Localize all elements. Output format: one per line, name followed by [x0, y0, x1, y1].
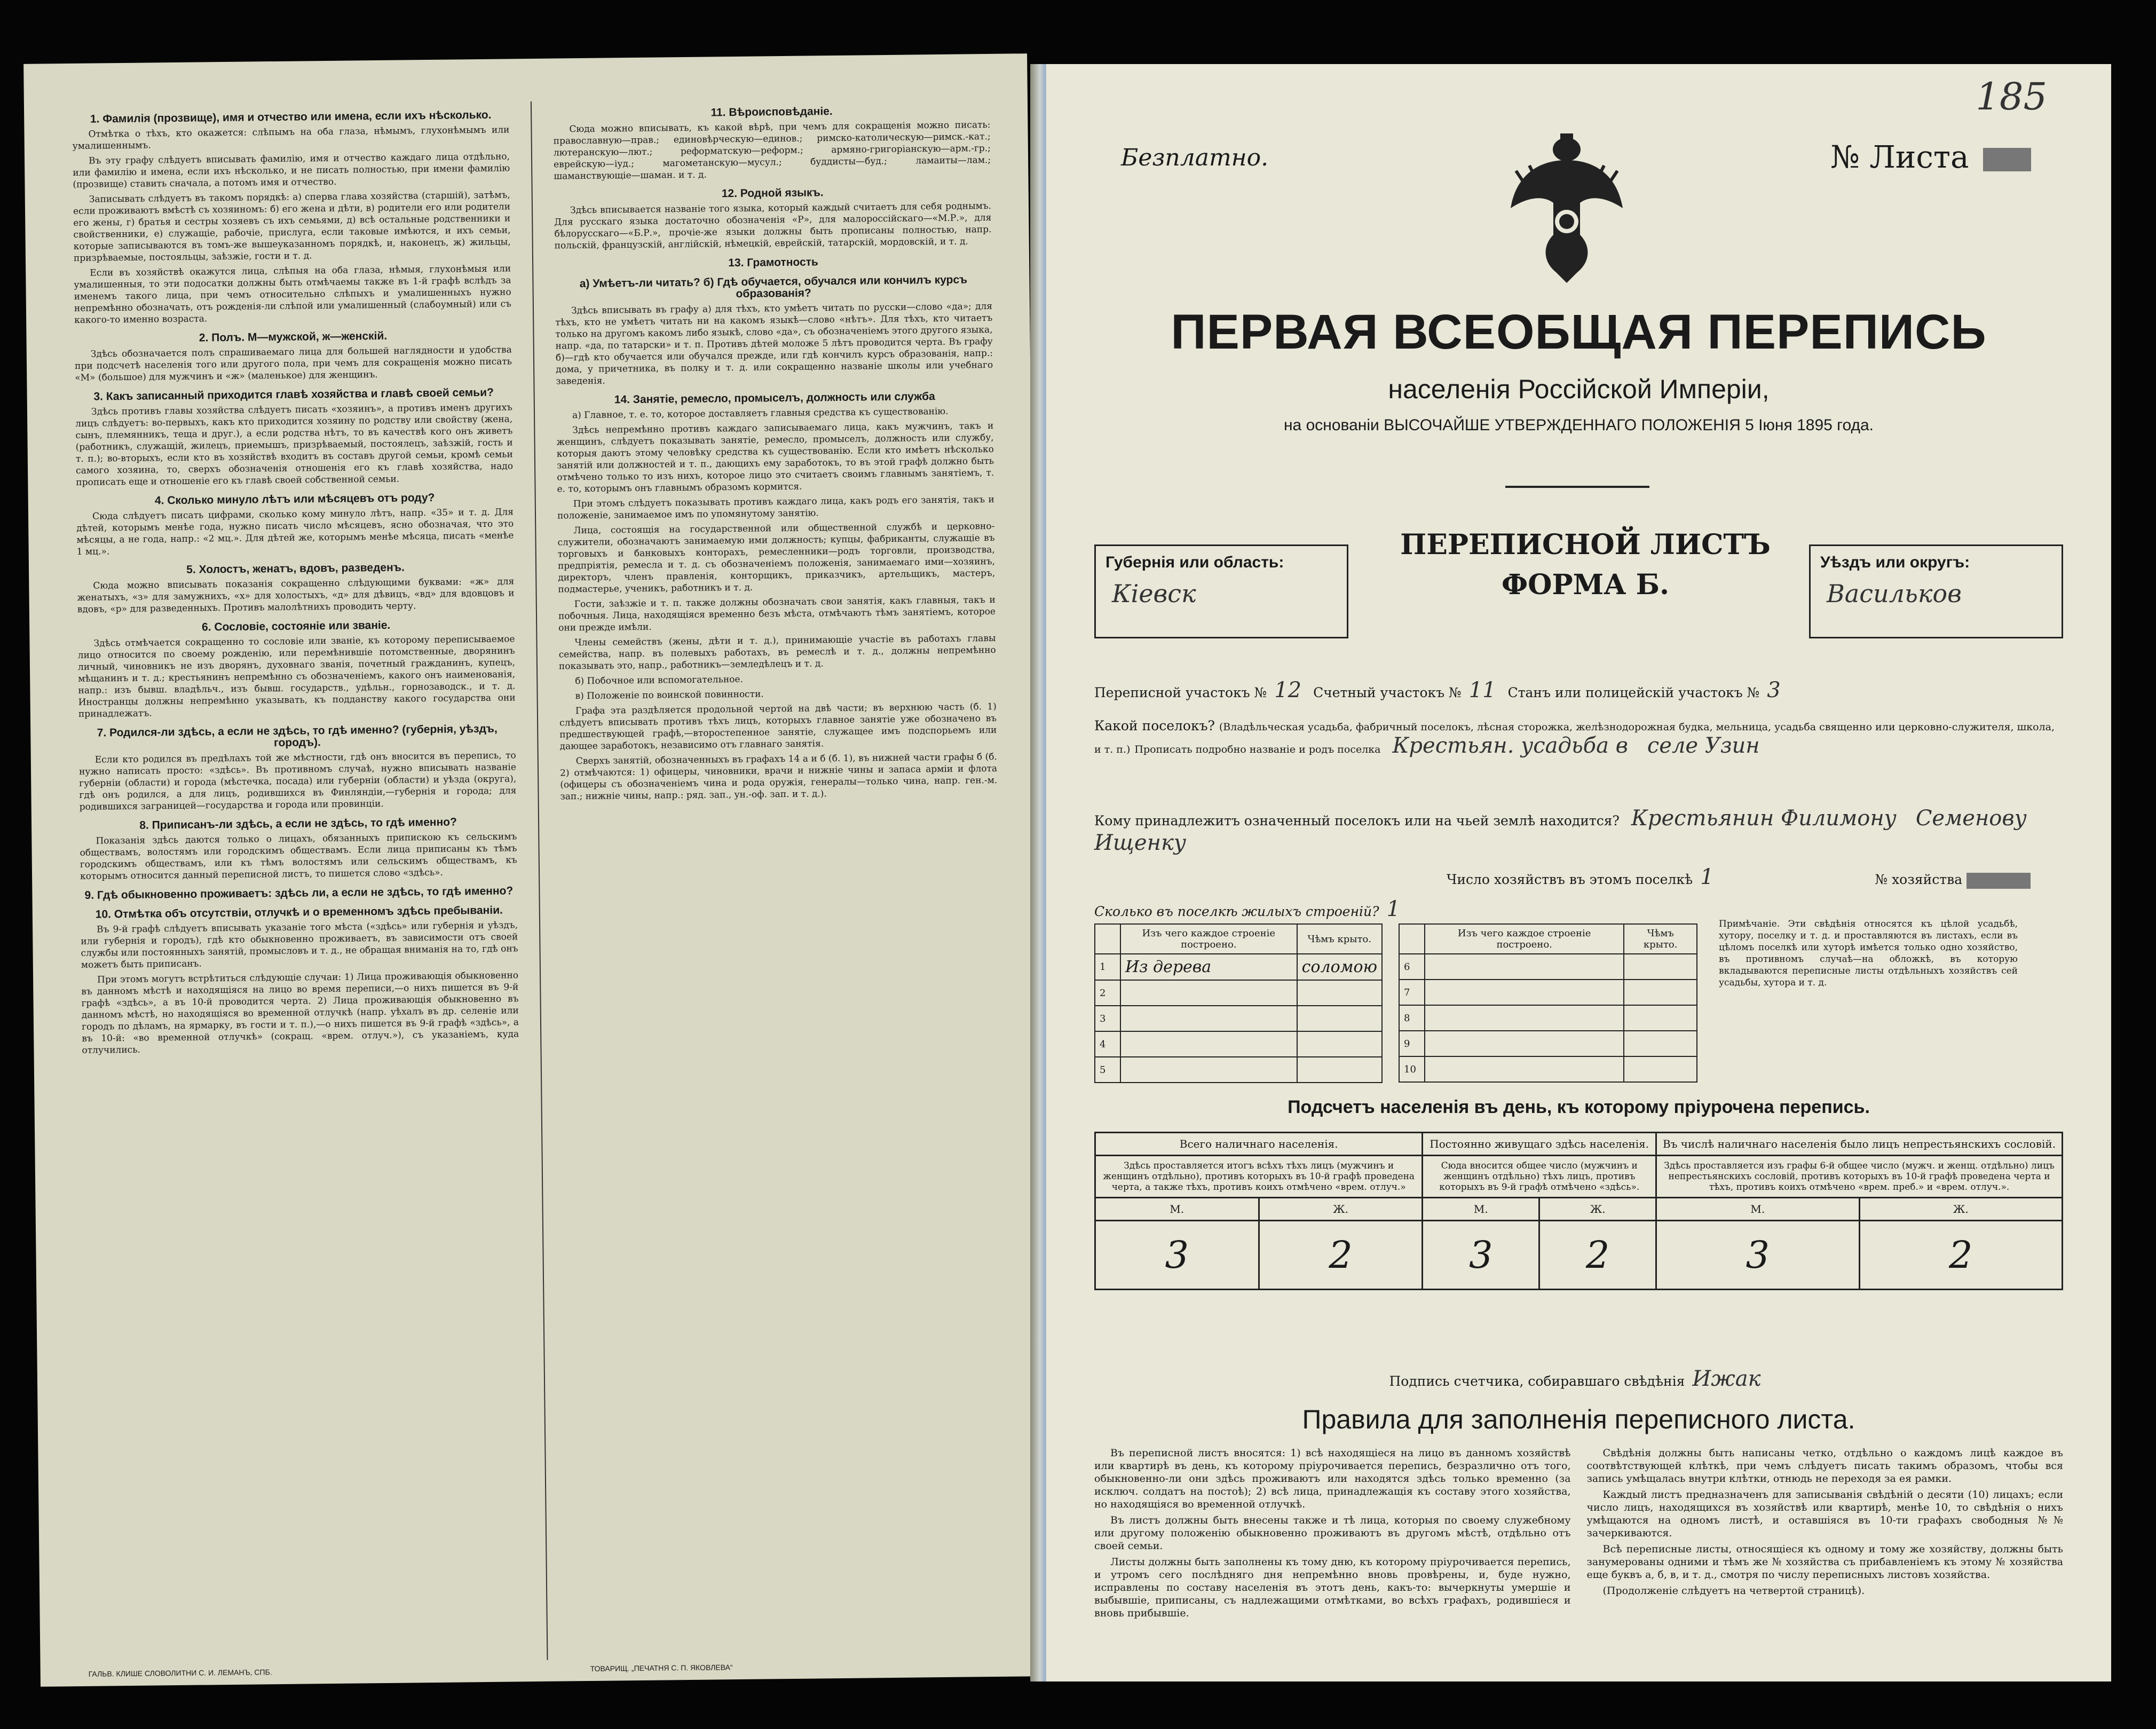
imperial-eagle-icon — [1505, 128, 1628, 288]
building-material — [1120, 980, 1297, 1006]
instruction-heading: 5. Холостъ, женатъ, вдовъ, разведенъ. — [186, 561, 405, 576]
owner-label: Кому принадлежитъ означенный поселокъ или на чьей землѣ находится? — [1094, 813, 1620, 828]
count-desc-total: Здѣсь проставляется итогъ всѣхъ тѣхъ лицъ (мужчинъ и женщинъ отдѣльно), противъ которыхъ въ 10-й графѣ проведена черта, а также тѣхъ, противъ коихъ отмѣчено «врем. отлуч.» — [1095, 1156, 1423, 1198]
count-label: Счетный участокъ № — [1313, 685, 1462, 700]
form-type-subtitle: ФОРМА Б. — [1501, 569, 1670, 601]
building-material — [1120, 1031, 1297, 1057]
buildings-value: 1 — [1386, 897, 1401, 921]
building-row — [1399, 1005, 1697, 1031]
bt-head-material: Изъ чего каждое строеніе построено. — [1120, 924, 1297, 954]
district-label: Переписной участокъ № — [1094, 685, 1267, 700]
instruction-paragraph: Члены семействъ (жены, дѣти и т. д.), принимающіе участіе въ работахъ главы семейства, напр. въ полевыхъ работахъ, въ ремеслѣ и т. д., должны непремѣнно показывать это, напр., работникъ—земледѣлецъ и т. д. — [558, 633, 996, 672]
instruction-heading: 7. Родился-ли здѣсь, а если не здѣсь, то гдѣ именно? (губернія, уѣздъ, городъ). — [97, 722, 497, 749]
instruction-paragraph: Сюда слѣдуетъ писать цифрами, сколько кому минуло лѣтъ, напр. «35» и т. д. Для дѣтей, которымъ менѣе года, нужно писать число мѣсяцевъ, ясно обозначая, что это мѣсяцы, а не года, напр.: «2 мц.». Для дѣтей же, которымъ менѣе мѣсяца, писать «менѣе 1 мц.». — [76, 507, 514, 557]
gubernia-value: Кіевск — [1112, 579, 1196, 608]
households-label: Число хозяйствъ въ этомъ поселкѣ — [1447, 872, 1693, 887]
settlement-label: Какой поселокъ? — [1094, 718, 1215, 733]
instruction-paragraph: Здѣсь обозначается полъ спрашиваемаго лица для большей наглядности и удобства при подсчетѣ населенія того или другого пола, при чемъ для сокращенія можно писать «М» (большое) для мужчинъ и «ж» (маленькое) для женщинъ. — [74, 344, 512, 383]
owner-line — [1094, 806, 2055, 855]
instruction-paragraph: Здѣсь отмѣчается сокращенно то сословіе или званіе, къ которому переписываемое лицо относится по своему рожденію, или перемѣнившіе потомственные, дворянинъ личный, чиновникъ не изъ дворянъ, духовнаго званія, почетный гражданинъ, купецъ, мѣщанинъ и т. д.; крестьянинъ непремѣнно съ обозначеніемъ, какого онъ наименованія, напр.: изъ бывш. владѣльч., изъ бывш. государств., удѣльн., горнозаводск., и т. д. Иностранцы должны непремѣнно указывать, къ подданству какого государства они принадлежатъ. — [77, 634, 516, 720]
instruction-paragraph: Отмѣтка о тѣхъ, кто окажется: слѣпымъ на оба глаза, нѣмымъ, глухонѣмымъ или умалишеннымъ. — [72, 124, 510, 152]
instruction-heading: 4. Сколько минуло лѣтъ или мѣсяцевъ отъ роду? — [154, 491, 435, 507]
household-no-redacted — [1967, 873, 2031, 889]
instruction-heading: 14. Занятіе, ремесло, промыселъ, должность или служба — [614, 390, 935, 406]
building-material — [1425, 954, 1624, 980]
total-female: 2 — [1259, 1221, 1423, 1290]
m-label: М. — [1423, 1198, 1539, 1221]
instruction-heading: 6. Сословіе, состояніе или званіе. — [201, 619, 391, 634]
instruction-paragraph: а) Главное, т. е. то, которое доставляетъ главныя средства къ существованію. — [572, 406, 949, 421]
m-label: М. — [1095, 1198, 1259, 1221]
building-row-number: 10 — [1399, 1056, 1425, 1082]
instruction-heading: 8. Приписанъ-ли здѣсь, а если не здѣсь, то гдѣ именно? — [139, 816, 457, 832]
f-label: Ж. — [1539, 1198, 1656, 1221]
building-row-number: 8 — [1399, 1005, 1425, 1031]
form-type-title: ПЕРЕПИСНОЙ ЛИСТЪ — [1400, 528, 1771, 561]
building-row-number: 7 — [1399, 980, 1425, 1005]
rules-column-1 — [1094, 1447, 1571, 1660]
building-row-number: 6 — [1399, 954, 1425, 980]
form-basis: на основаніи ВЫСОЧАЙШЕ УТВЕРЖДЕННАГО ПОЛОЖЕНІЯ 5 Іюня 1895 года. — [1283, 416, 1874, 434]
form-type — [1393, 528, 1778, 601]
instruction-paragraph: в) Положеніе по воинской повинности. — [575, 689, 764, 702]
building-material — [1425, 1005, 1624, 1031]
f-label: Ж. — [1859, 1198, 2062, 1221]
count-value: 11 — [1468, 678, 1496, 702]
left-page-instructions — [23, 53, 1044, 1687]
instruction-heading: 1. Фамилія (прозвище), имя и отчество или имена, если ихъ нѣсколько. — [90, 108, 492, 125]
buildings-label: Сколько въ поселкѣ жилыхъ строеній? — [1094, 904, 1379, 919]
form-title: ПЕРВАЯ ВСЕОБЩАЯ ПЕРЕПИСЬ — [1171, 305, 1987, 359]
rules-column-2 — [1587, 1447, 2064, 1660]
right-page-census-form — [1046, 64, 2111, 1681]
building-roof: соломою — [1297, 954, 1382, 980]
building-roof — [1624, 1005, 1697, 1031]
building-material — [1425, 980, 1624, 1005]
bt-head-roof: Чѣмъ крыто. — [1297, 924, 1382, 954]
free-label: Безплатно. — [1121, 144, 1269, 171]
rule-paragraph: Свѣдѣнія должны быть написаны четко, отдѣльно о каждомъ лицѣ каждое въ соотвѣтствующей клѣткѣ, при чемъ слѣдуетъ писать такимъ образомъ, чтобы вся запись умѣщалась внутри клѣтки, отнюдь не переходя за ея рамки. — [1586, 1447, 2063, 1485]
building-roof — [1624, 1056, 1697, 1082]
building-row — [1399, 1056, 1697, 1082]
building-material — [1120, 1057, 1297, 1083]
building-row — [1095, 980, 1382, 1006]
imprint-left: ГАЛЬВ. КЛИШЕ СЛОВОЛИТНИ С. И. ЛЕМАНЪ, СПБ. — [88, 1668, 272, 1678]
signature-line — [1094, 1367, 2063, 1391]
building-material — [1120, 1006, 1297, 1031]
rules-heading: Правила для заполненія переписного листа. — [1302, 1404, 1855, 1434]
count-head-nonpeasant: Въ числѣ наличнаго населенія было лицъ непрестьянскихъ сословій. — [1656, 1133, 2063, 1156]
uezd-box — [1809, 544, 2063, 638]
rule-paragraph: Каждый листъ предназначенъ для записыванія свѣдѣній о десяти (10) лицахъ; если число лицъ, находящихся въ хозяйствѣ или квартирѣ, менѣе 10, то свѣдѣнія о нихъ умѣщаются на одномъ листѣ, и оставшіяся въ 10-ти графахъ свободныя №№ зачеркиваются. — [1586, 1489, 2063, 1539]
instruction-paragraph: Здѣсь вписывается названіе того языка, который каждый считаетъ для себя роднымъ. Для русскаго языка достаточно обозначенія «Р», для малороссійскаго—«М.Р.», для бѣлорусскаго—«Б.Р.», прочіе-же языки должны быть прописаны полностью, напр. польскій, французскій, англійскій, нѣмецкій, еврейскій, татарскій, мордовскій, и т. д. — [554, 200, 992, 251]
form-header — [1094, 518, 2063, 662]
building-row — [1399, 980, 1697, 1005]
bt-head-roof-2: Чѣмъ крыто. — [1624, 924, 1697, 954]
rule-paragraph: Въ листъ должны быть внесены также и тѣ лица, которыя по своему служебному или другому положенію обыкновенно проживаютъ въ другомъ мѣстѣ, отдѣльно отъ своей семьи. — [1094, 1514, 1571, 1552]
instruction-heading: 10. Отмѣтка объ отсутствіи, отлучкѣ и о временномъ здѣсь пребываніи. — [95, 904, 503, 921]
building-row — [1095, 954, 1382, 980]
sheet-number — [1830, 139, 2031, 175]
rule-paragraph: Всѣ переписные листы, относящіеся къ одному и тому же хозяйству, должны быть занумерованы одними и тѣмъ же № хозяйства съ прибавленіемъ къ этому № хозяйства еще буквъ а, б, в, и т. д., смотря по числу переписныхъ листовъ хозяйства. — [1586, 1543, 2063, 1581]
settlement-line — [1094, 718, 2055, 758]
settlement-value-2: селе Узин — [1647, 733, 1760, 758]
nonpeasant-female: 2 — [1859, 1221, 2062, 1290]
sheet-number-redacted — [1983, 148, 2031, 171]
building-roof — [1297, 1031, 1382, 1057]
owner-value-2: Семенову Ищенку — [1094, 806, 2027, 855]
building-row-number: 3 — [1095, 1006, 1120, 1031]
imprint-right: ТОВАРИЩ. „ПЕЧАТНЯ С. П. ЯКОВЛЕВА“ — [590, 1663, 733, 1673]
instruction-heading: 2. Полъ. М—мужской, ж—женскій. — [199, 329, 388, 344]
population-count-table — [1094, 1132, 2063, 1290]
buildings-table-right — [1399, 923, 1697, 1083]
household-no-label: № хозяйства — [1875, 872, 1963, 887]
instruction-paragraph: Если кто родился въ предѣлахъ той же мѣстности, гдѣ онъ вносится въ перепись, то нужно написать просто: «здѣсь». Въ противномъ случаѣ, нужно вписывать названіе губерніи (области) и города (мѣстечка, посада) или губерніи (области) и уѣзда (округа), гдѣ онъ родился, а для лицъ, родившихся въ Финляндіи,—губернія и города; для родившихся заграницей—государства и города или провинціи. — [78, 750, 517, 812]
instruction-paragraph: Показанія здѣсь даются только о лицахъ, обязанныхъ припискою къ сельскимъ обществамъ, волостямъ или городскимъ обществамъ. Если лица приписаны къ тѣмъ городскимъ обществамъ, или къ тѣмъ волостямъ или сельскимъ обществамъ, къ которымъ относится данный переписной листъ, то пишется слово «здѣсь». — [80, 831, 517, 882]
rule-paragraph: Листы должны быть заполнены къ тому дню, къ которому пріурочивается перепись, и утромъ сего послѣдняго дня непремѣнно вновь провѣрены, и, буде нужно, исправлены по составу населенія въ этотъ день, какъ-то: вычеркнуты умершіе и выбывшіе, приписаны, съ надлежащими отмѣтками, во всѣхъ графахъ, родившіеся и вновь прибывшіе. — [1094, 1556, 1571, 1619]
building-row — [1095, 1031, 1382, 1057]
instruction-heading: 12. Родной языкъ. — [721, 186, 824, 200]
buildings-note: Примѣчаніе. Эти свѣдѣнія относятся къ цѣлой усадьбѣ, хутору, поселку и т. д. и проставляются въ листахъ, если въ цѣломъ поселкѣ или хуторѣ имѣется только одно хозяйство, въ противномъ случаѣ—на обложкѣ, въ которую вкладываются переписные листы отдѣльныхъ хозяйствъ сей усадьбы, хутора и т. д. — [1719, 919, 2018, 988]
form-subtitle: населенія Россійской Имперіи, — [1388, 374, 1770, 404]
instruction-paragraph: При этомъ слѣдуетъ показывать противъ каждаго лица, какъ родъ его занятія, такъ и положеніе, занимаемое имъ по упомянутому занятію. — [557, 494, 994, 522]
archive-stamp-number: 185 — [1976, 75, 2047, 119]
rules-text — [1094, 1447, 2063, 1660]
building-row — [1399, 1031, 1697, 1056]
rule-paragraph: (Продолженіе слѣдуетъ на четвертой страницѣ). — [1602, 1585, 1865, 1597]
instruction-paragraph: Въ 9-й графѣ слѣдуетъ вписывать указаніе того мѣста («здѣсь» или губернія и уѣздъ, или губернія и городъ), гдѣ кто обыкновенно проживаетъ, въ зависимости отъ своей службы или постоянныхъ занятій, промысловъ и т. д., не обращая вниманія на то, гдѣ онъ можетъ быть приписанъ. — [81, 920, 518, 970]
count-desc-permanent: Сюда вносится общее число (мужчинъ и женщинъ отдѣльно) тѣхъ лицъ, противъ которыхъ въ 9-й графѣ отмѣчено «здѣсь». — [1423, 1156, 1656, 1198]
count-head-total: Всего наличнаго населенія. — [1095, 1133, 1423, 1156]
bt-head-material-2: Изъ чего каждое строеніе построено. — [1425, 924, 1624, 954]
column-divider — [531, 101, 548, 1660]
instruction-paragraph: Гости, заѣзжіе и т. п. также должны обозначать свои занятія, какъ главныя, такъ и побочныя. Лица, находящіяся временно безъ мѣста, отмѣчаютъ тѣмъ занятіемъ, которое они прежде имѣли. — [558, 594, 996, 634]
gubernia-label: Губернія или область: — [1105, 554, 1284, 571]
building-roof — [1624, 1031, 1697, 1056]
building-material — [1425, 1031, 1624, 1056]
instructions-column-2 — [553, 97, 1007, 1660]
count-heading: Подсчетъ населенія въ день, къ которому пріурочена перепись. — [1288, 1097, 1870, 1117]
rule-paragraph: Въ переписной листъ вносятся: 1) всѣ находящіеся на лицо въ данномъ хозяйствѣ или квартирѣ въ день, къ которому пріурочивается перепись, безразлично отъ того, обыкновенно-ли они здѣсь проживаютъ или находятся здѣсь только временно (за исключ. солдатъ на постоѣ); 2) всѣ лица, принадлежащія къ составу этого хозяйства, но находящіяся во временной отлучкѣ. — [1094, 1447, 1571, 1510]
signature-value: Ижак — [1692, 1367, 1761, 1391]
permanent-male: 3 — [1423, 1221, 1539, 1290]
instruction-paragraph: Сюда можно вписывать, къ какой вѣрѣ, при чемъ для сокращенія можно писать: православную—прав.; единовѣрческую—единов.; римско-католическую—римск.-кат.; лютеранскую—лют.; реформатскую—реформ.; армяно-григоріанскую—арм.-гр.; еврейскую—іуд.; магометанскую—мусул.; буддисты—буд.; ламаиты—лам.; шаманствующіе—шаман. и т. д. — [553, 119, 991, 182]
district-value: 12 — [1274, 678, 1302, 702]
m-label: М. — [1656, 1198, 1859, 1221]
building-roof — [1297, 1057, 1382, 1083]
building-row-number: 1 — [1095, 954, 1120, 980]
uezd-value: Васильков — [1827, 579, 1962, 608]
instruction-heading: 11. Вѣроисповѣданіе. — [710, 105, 833, 119]
instruction-heading: 9. Гдѣ обыкновенно проживаетъ: здѣсь ли, а если не здѣсь, то гдѣ именно? — [84, 885, 514, 902]
instruction-paragraph: Здѣсь противъ главы хозяйства слѣдуетъ писать «хозяинъ», а противъ именъ другихъ лицъ слѣдуетъ: во-первыхъ, какъ кто приходится хозяину по родству или свойству (жена, сынъ, племянникъ, теща и друг.), а если родства нѣтъ, то въ качествѣ кого онъ живетъ (работникъ, служащій, жилецъ, приемышъ, призрѣваемый, постоялецъ, заѣзжій, гость и т. п.); во-вторыхъ, если кто въ хозяйствѣ входитъ въ составъ другой семьи, кромѣ семьи самого хозяина, то, сверхъ обозначенія отношенія его къ главѣ хозяйства, надо прописать еще и отношеніе его къ главѣ своей собственной семьи. — [75, 402, 514, 488]
count-desc-nonpeasant: Здѣсь проставляется изъ графы 6-й общее число (мужч. и женщ. отдѣльно) лицъ непрестьянскихъ сословій, противъ которыхъ въ 10-й графѣ проведена черта и тѣхъ, противъ коихъ отмѣчено «врем. преб.» и «врем. отлуч.». — [1656, 1156, 2063, 1198]
households-line — [1094, 865, 2063, 889]
instruction-paragraph: Сюда можно вписывать показанія сокращенно слѣдующими буквами: «ж» для женатыхъ, «з» для замужнихъ, «х» для холостыхъ, «д» для дѣвицъ, «вд» для вдовцовъ и вдовъ, «р» для разведенныхъ. Противъ малолѣтнихъ проводить черту. — [77, 576, 515, 615]
sheet-number-label: № Листа — [1830, 139, 1969, 175]
permanent-female: 2 — [1539, 1221, 1656, 1290]
count-head-permanent: Постоянно живущаго здѣсь населенія. — [1423, 1133, 1656, 1156]
instruction-paragraph: Здѣсь вписывать въ графу а) для тѣхъ, кто умѣетъ читать по русски—слово «да»; для тѣхъ, кто не умѣетъ читать ни на какомъ языкѣ—слово «нѣтъ». Для тѣхъ, кто читаетъ только на другомъ какомъ либо языкѣ, слово «да», съ обозначеніемъ этого другого языка, напр. «да, по татарски» и т. п. Противъ дѣтей моложе 5 лѣтъ проводится черта. Въ графу б)—гдѣ кто обучается или обучался прежде, или гдѣ кончилъ курсъ образованія, напр.: дома, у причетника, въ полку и т. д. или сокращенно названіе школы или учебнаго заведенія. — [555, 301, 993, 387]
building-material: Из дерева — [1120, 954, 1297, 980]
instruction-paragraph: Здѣсь непремѣнно противъ каждаго записываемаго лица, какъ мужчинъ, такъ и женщинъ, слѣдуетъ показывать занятіе, ремесло, промыселъ, должность или службу, которыя даютъ этому человѣку средства къ существованію. Если кто имѣетъ нѣсколько занятій или должностей и т. п., дающихъ ему заработокъ, то въ этой графѣ должно быть отмѣчено только то изъ нихъ, которое лицо это считаетъ своимъ главнымъ занятіемъ, т. е. то, которымъ онъ главнымъ образомъ кормится. — [556, 420, 994, 495]
settlement-value: Крестьян. усадьба в — [1392, 733, 1628, 758]
instruction-heading: 3. Какъ записанный приходится главѣ хозяйства и главѣ своей семьи? — [93, 386, 494, 403]
building-row — [1095, 1006, 1382, 1031]
building-row-number: 2 — [1095, 980, 1120, 1006]
gubernia-box — [1094, 544, 1348, 638]
buildings-table-left — [1094, 923, 1383, 1083]
stan-value: 3 — [1767, 678, 1781, 702]
building-material — [1425, 1056, 1624, 1082]
building-roof — [1297, 980, 1382, 1006]
signature-label: Подпись счетчика, собиравшаго свѣдѣнія — [1389, 1373, 1685, 1389]
f-label: Ж. — [1259, 1198, 1423, 1221]
uezd-label: Уѣздъ или округъ: — [1820, 554, 1970, 571]
building-roof — [1297, 1006, 1382, 1031]
households-value: 1 — [1700, 865, 1714, 889]
title-rule — [1505, 486, 1649, 488]
building-row-number: 9 — [1399, 1031, 1425, 1056]
instruction-heading: а) Умѣетъ-ли читать? б) Гдѣ обучается, обучался или кончилъ курсъ образованія? — [579, 273, 968, 300]
building-row — [1095, 1057, 1382, 1083]
building-roof — [1624, 954, 1697, 980]
instruction-paragraph: Сверхъ занятій, обозначенныхъ въ графахъ 14 а и б (б. 1), въ нижней части графы б (б. 2) отмѣчаются: 1) офицеры, чиновники, врачи и нижніе чины и запаса арміи и флота (офицеры съ обозначеніемъ чина и рода оружія, генералы—только чина, напр. ген.-м. зап.; нижніе чины, напр.: ряд. зап., ун.-оф. зап. и т. д.). — [559, 751, 998, 802]
total-male: 3 — [1095, 1221, 1259, 1290]
instruction-paragraph: Если въ хозяйствѣ окажутся лица, слѣпыя на оба глаза, нѣмыя, глухонѣмыя или умалишенныя, то эти подосатки должны быть отмѣчаемы также въ 1-й графѣ вслѣдъ за именемъ такого лица, при чемъ относительно слѣпыхъ и умалишенныхъ нужно непремѣнно обозначать, отъ рожденія-ли слѣпой или умалишенный (слабоумный) или съ какого-то именно возраста. — [74, 263, 511, 326]
instruction-paragraph: б) Побочное или вспомогательное. — [575, 674, 744, 687]
district-line — [1094, 678, 2063, 702]
settlement-hint-2: Прописать подробно названіе и родъ поселка — [1134, 744, 1381, 755]
building-row-number: 4 — [1095, 1031, 1120, 1057]
instruction-paragraph: При этомъ могутъ встрѣтиться слѣдующіе случаи: 1) Лица проживающія обыкновенно въ данномъ мѣстѣ и находящіяся на лицо во время переписи,—о нихъ пишется въ 9-й графѣ «здѣсь», а въ 10-й проводится черта. 2) Лица проживающія обыкновенно въ данномъ мѣстѣ, но находящіяся во временной отлучкѣ (напр. уѣхалъ въ др. селеніе или городъ по дѣламъ, на ярмарку, въ гости и т. п.),—о нихъ пишется въ 9-й графѣ «здѣсь», а въ 10-й: «во временной отлучкѣ» (сокращ. «врем. отлуч.»), съ указаніемъ, куда отлучились. — [81, 970, 519, 1056]
instruction-paragraph: Въ эту графу слѣдуетъ вписывать фамилію, имя и отчество каждаго лица отдѣльно, или фамилію и имена, если ихъ нѣсколько, и не писать полностью, при имени фамилію (прозвище) ставить сначала, а потомъ имя и отчество. — [73, 151, 510, 190]
nonpeasant-male: 3 — [1656, 1221, 1859, 1290]
instruction-paragraph: Лица, состоящія на государственной или общественной службѣ и церковно-служители, обозначаютъ занимаемую ими должность; купцы, фабриканты, служащіе въ торговыхъ и банковыхъ конторахъ, ремесленники—родъ торговли, производства, предпріятія, ремесла и т. д. съ обозначеніемъ положенія, занимаемаго ими—хозяинъ, директоръ, членъ правленія, конторщикъ, приказчикъ, артельщикъ, мастеръ, подмастерье, ученикъ, работникъ и т. д. — [557, 520, 996, 595]
building-row-number: 5 — [1095, 1057, 1120, 1083]
stan-label: Станъ или полицейскій участокъ № — [1507, 685, 1760, 700]
settlement-hint: (Владѣльческая усадьба, фабричный поселокъ, лѣсная сторожка, желѣзнодорожная будка, мельница, усадьба священно или церковно-служителя, школа, и т. п.) — [1094, 721, 2055, 755]
instructions-column-1 — [72, 101, 526, 1664]
instruction-paragraph: Графа эта раздѣляется продольной чертой на двѣ части; въ верхнюю часть (б. 1) слѣдуетъ вписывать противъ тѣхъ лицъ, которыхъ главное занятіе уже обозначено въ предшествующей графѣ,—второстепенное занятіе, служащее имъ подспорьемъ или дающее заработокъ, независимо отъ главнаго занятія. — [559, 701, 997, 752]
building-roof — [1624, 980, 1697, 1005]
owner-value: Крестьянин Филимону — [1631, 806, 1897, 831]
instruction-paragraph: Записывать слѣдуетъ въ такомъ порядкѣ: а) сперва глава хозяйства (старшій), затѣмъ, если проживаютъ вмѣстѣ съ хозяиномъ: б) его жена и дѣти, в) родители его или родители его жены, г) братья и сестры хозяевъ съ ихъ семьями, д) всѣ остальные родственники и свойственники, е) служащіе, рабочіе, прислуга, если таковые имѣются, и ихъ семьи, которые записываются въ томъ-же вышеуказанномъ порядкѣ, и, наконецъ, ж) жильцы, призрѣваемые, постояльцы, заѣзжіе, гости и т. д. — [73, 190, 511, 264]
instruction-heading: 13. Грамотность — [728, 256, 819, 270]
building-row — [1399, 954, 1697, 980]
